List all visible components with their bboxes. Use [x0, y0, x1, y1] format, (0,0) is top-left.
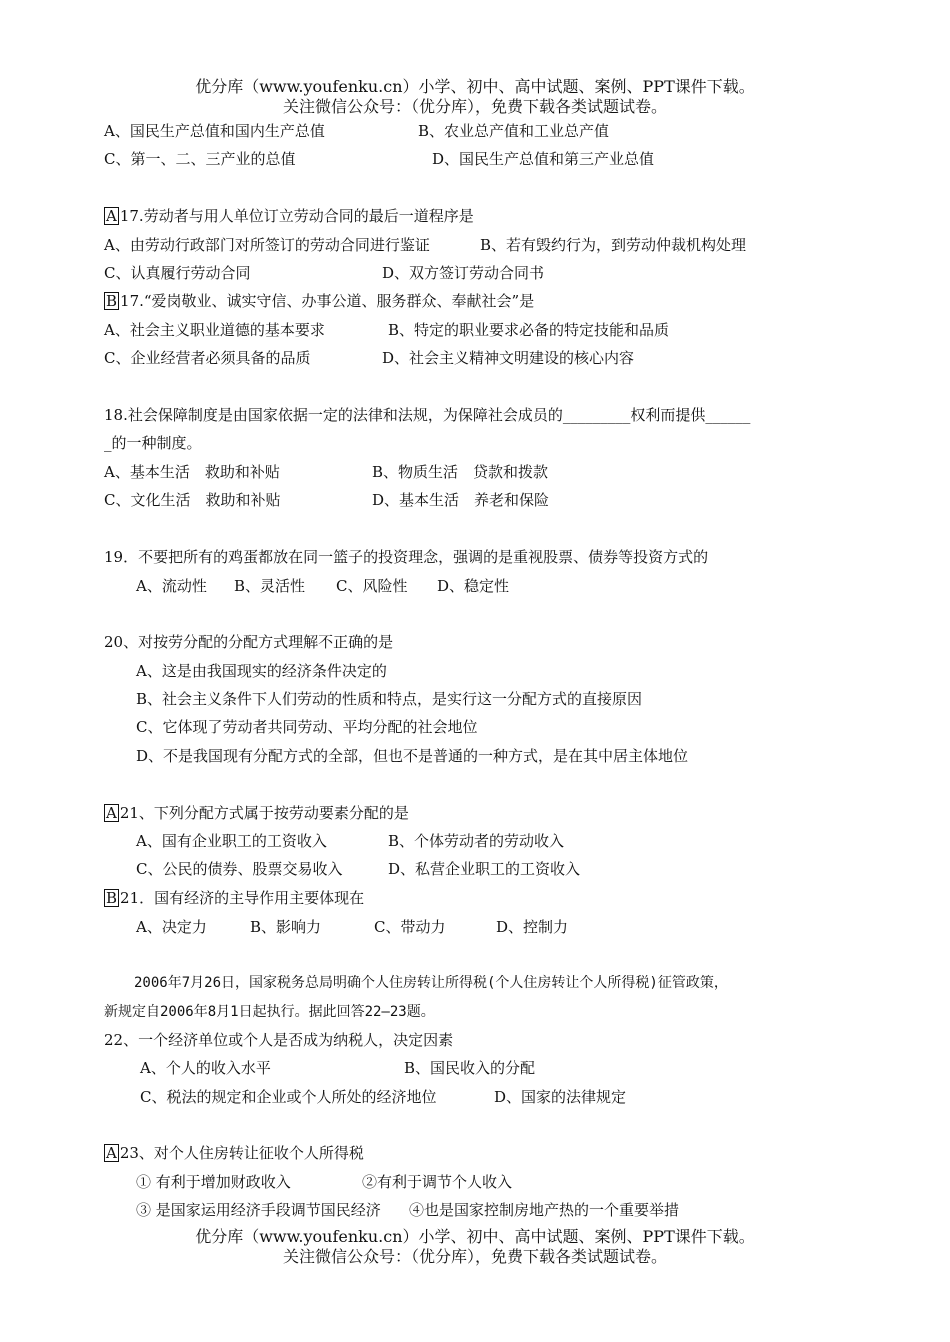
- header-line-1: 优分库（www.youfenku.cn）小学、初中、高中试题、案例、PPT课件下载。: [195, 77, 755, 96]
- passage-line-1: 2006年7月26日，国家税务总局明确个人住房转让所得税(个人住房转让个人所得税)征管政策，: [134, 975, 728, 991]
- q17b-version-tag: B: [106, 292, 118, 310]
- q23-stem-line: [104, 1143, 364, 1163]
- q21a-stem-line: [104, 803, 409, 823]
- q23-version-tag: A: [106, 1144, 117, 1162]
- q17b-option-b: B、特定的职业要求必备的特定技能和品质: [388, 321, 670, 339]
- q16-option-c: C、第一、二、三产业的总值: [104, 150, 296, 168]
- passage-line-2: 新规定自2006年8月1日起执行。据此回答22—23题。: [104, 1004, 435, 1020]
- q21a-stem: 21、下列分配方式属于按劳动要素分配的是: [119, 804, 409, 822]
- q19-option-b: B、灵活性: [234, 577, 306, 595]
- q18-option-d: D、基本生活 养老和保险: [372, 491, 550, 509]
- q23-statement-1: ① 有利于增加财政收入: [136, 1173, 291, 1191]
- q21a-version-tag: A: [106, 804, 117, 822]
- q21a-option-b: B、个体劳动者的劳动收入: [388, 832, 565, 850]
- q21b-option-d: D、控制力: [496, 918, 569, 936]
- q19-option-a: A、流动性: [136, 577, 207, 595]
- q17a-option-d: D、双方签订劳动合同书: [382, 264, 545, 282]
- q17a-option-c: C、认真履行劳动合同: [104, 264, 251, 282]
- q17a-stem: 17.劳动者与用人单位订立劳动合同的最后一道程序是: [119, 207, 474, 225]
- q17a-version-tag: A: [106, 207, 117, 225]
- q20-option-a: A、这是由我国现实的经济条件决定的: [136, 662, 387, 680]
- q16-option-d: D、国民生产总值和第三产业总值: [432, 150, 655, 168]
- q18-stem-line-2: _的一种制度。: [104, 434, 202, 452]
- q23-statement-2: ②有利于调节个人收入: [362, 1173, 513, 1191]
- q20-stem: 20、对按劳分配的分配方式理解不正确的是: [104, 633, 394, 651]
- q21b-stem: 21．国有经济的主导作用主要体现在: [120, 889, 365, 907]
- q19-option-d: D、稳定性: [437, 577, 510, 595]
- q17b-option-c: C、企业经营者必须具备的品质: [104, 349, 311, 367]
- q21b-version-tag: B: [106, 889, 118, 907]
- q23-statement-4: ④也是国家控制房地产热的一个重要举措: [409, 1201, 680, 1219]
- q17a-option-a: A、由劳动行政部门对所签订的劳动合同进行鉴证: [104, 236, 430, 254]
- q17b-stem-line: [104, 291, 534, 311]
- q21a-option-c: C、公民的债券、股票交易收入: [136, 860, 343, 878]
- q22-option-d: D、国家的法律规定: [494, 1088, 627, 1106]
- q17b-option-d: D、社会主义精神文明建设的核心内容: [382, 349, 635, 367]
- q17b-option-a: A、社会主义职业道德的基本要求: [104, 321, 325, 339]
- q22-stem: 22、一个经济单位或个人是否成为纳税人，决定因素: [104, 1031, 454, 1049]
- q21b-option-b: B、影响力: [250, 918, 322, 936]
- q17b-stem: 17.“爱岗敬业、诚实守信、办事公道、服务群众、奉献社会”是: [120, 292, 535, 310]
- q19-option-c: C、风险性: [336, 577, 408, 595]
- q21b-option-a: A、决定力: [136, 918, 207, 936]
- q16-option-b: B、农业总产值和工业总产值: [418, 122, 610, 140]
- q21b-option-c: C、带动力: [374, 918, 446, 936]
- q22-option-c: C、税法的规定和企业或个人所处的经济地位: [140, 1088, 437, 1106]
- q17a-option-b: B、若有毁约行为，到劳动仲裁机构处理: [480, 236, 747, 254]
- q21a-option-d: D、私营企业职工的工资收入: [388, 860, 581, 878]
- q23-stem: 23、对个人住房转让征收个人所得税: [119, 1144, 364, 1162]
- q22-option-b: B、国民收入的分配: [404, 1059, 536, 1077]
- q17a-stem-line: [104, 206, 474, 226]
- q22-option-a: A、个人的收入水平: [140, 1059, 271, 1077]
- q18-option-c: C、文化生活 救助和补贴: [104, 491, 281, 509]
- q19-stem: 19．不要把所有的鸡蛋都放在同一篮子的投资理念，强调的是重视股票、债券等投资方式的: [104, 548, 709, 566]
- q18-option-b: B、物质生活 贷款和拨款: [372, 463, 549, 481]
- q16-option-a: A、国民生产总值和国内生产总值: [104, 122, 325, 140]
- q21a-option-a: A、国有企业职工的工资收入: [136, 832, 327, 850]
- footer-line-1: 优分库（www.youfenku.cn）小学、初中、高中试题、案例、PPT课件下载。: [195, 1227, 755, 1246]
- q20-option-c: C、它体现了劳动者共同劳动、平均分配的社会地位: [136, 718, 478, 736]
- q23-statement-3: ③ 是国家运用经济手段调节国民经济: [136, 1201, 381, 1219]
- header-line-2: 关注微信公众号：（优分库），免费下载各类试题试卷。: [282, 97, 667, 116]
- footer-line-2: 关注微信公众号：（优分库），免费下载各类试题试卷。: [282, 1247, 667, 1266]
- q20-option-b: B、社会主义条件下人们劳动的性质和特点，是实行这一分配方式的直接原因: [136, 690, 643, 708]
- q20-option-d: D、不是我国现有分配方式的全部，但也不是普通的一种方式，是在其中居主体地位: [136, 747, 689, 765]
- q21b-stem-line: [104, 888, 364, 908]
- q18-option-a: A、基本生活 救助和补贴: [104, 463, 280, 481]
- q18-stem-line-1: 18.社会保障制度是由国家依据一定的法律和法规，为保障社会成员的_________权利而提供______: [104, 406, 751, 424]
